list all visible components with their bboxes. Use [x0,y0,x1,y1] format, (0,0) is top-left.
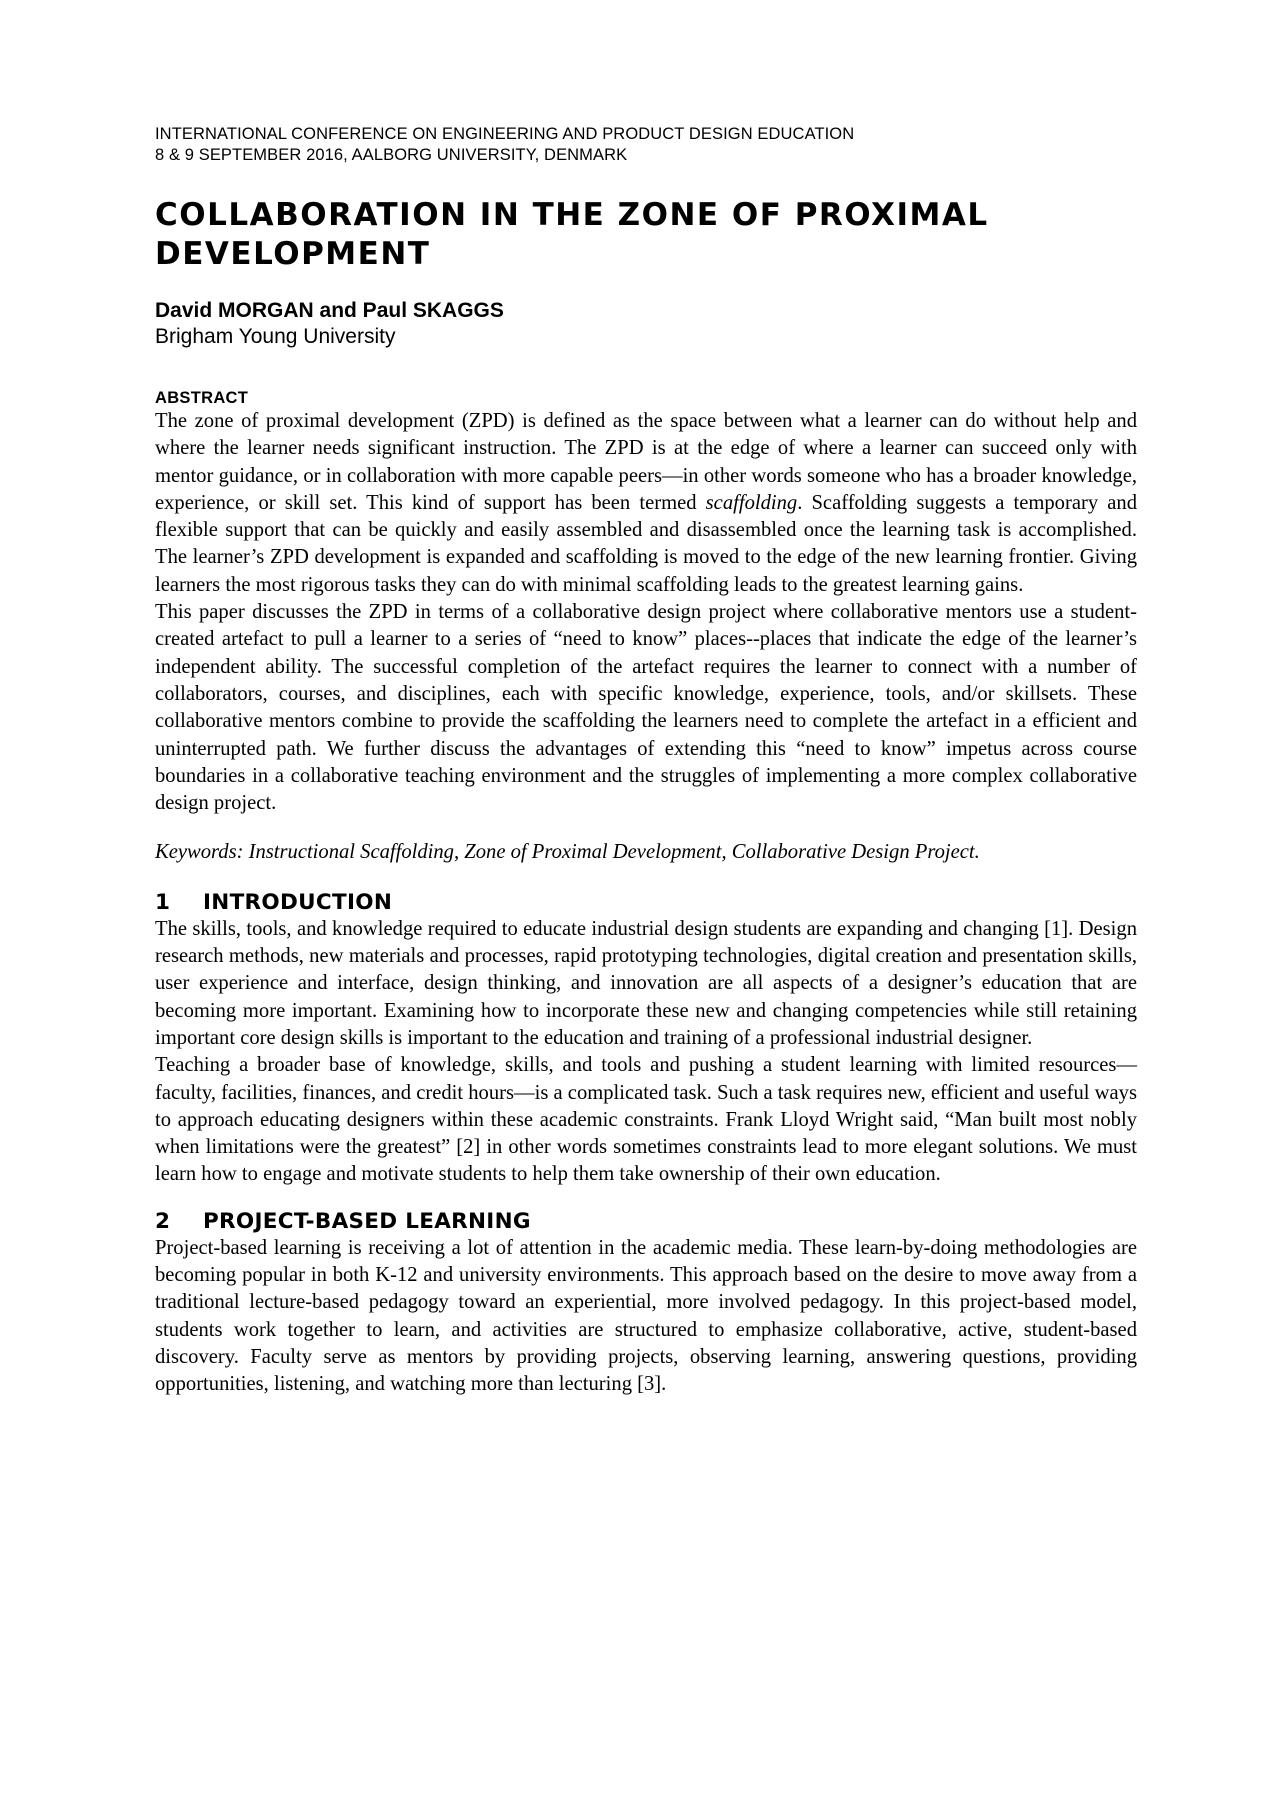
keywords: Keywords: Instructional Scaffolding, Zone of Proximal Development, Collaborative Design Project. [155,841,980,864]
abstract-p1-term: scaffolding [705,491,798,514]
section-title: PROJECT-BASED LEARNING [203,1208,531,1234]
abstract-heading: ABSTRACT [155,389,249,407]
section-number: 1 [155,889,171,915]
authors: David MORGAN and Paul SKAGGS [155,299,504,322]
pbl-paragraph-1: Project-based learning is receiving a lot of attention in the academic media. These learn-by-doing methodologies are becoming popular in both K-12 and university environments. This approach based on the desire to move away from a traditional lecture-based pedagogy toward an experiential, more involved pedagogy. In this project-based model, students work together to learn, and activities are structured to emphasize collaborative, active, student-based discovery. Faculty serve as mentors by providing projects, observing learning, answering questions, providing opportunities, listening, and watching more than lecturing [3]. [155,1236,1137,1396]
intro-paragraph-2: Teaching a broader base of knowledge, skills, and tools and pushing a student learning with limited resources—faculty, facilities, finances, and credit hours—is a complicated task. Such a task requires new, efficient and useful ways to approach educating designers within these academic constraints. Frank Lloyd Wright said, “Man built most nobly when limitations were the greatest” [2] in other words sometimes constraints lead to more elegant solutions. We must learn how to engage and motivate students to help them take ownership of their own education. [155,1054,1137,1186]
conference-date: 8 & 9 SEPTEMBER 2016, AALBORG UNIVERSITY, DENMARK [155,146,628,164]
paper-page [155,0,1137,1399]
paper-title: COLLABORATION IN THE ZONE OF PROXIMAL DEVELOPMENT [155,197,989,272]
conference-name: INTERNATIONAL CONFERENCE ON ENGINEERING AND PRODUCT DESIGN EDUCATION [155,125,855,143]
abstract-p1-start: The zone of proximal development (ZPD) is defined as the space between what a learner can do without help and where the learner needs significant instruction. The ZPD is at the edge of where a learner can succeed only with mentor guidance, or in collaboration with more capable peers—in other words someone who has a broader knowledge, experience, or skill set. This kind of support has been termed [155,410,1137,514]
abstract-paragraph-2: This paper discusses the ZPD in terms of a collaborative design project where collaborative mentors use a student-created artefact to pull a learner to a series of “need to know” places--places that indicate the edge of the learner’s independent ability. The successful completion of the artefact requires the learner to connect with a number of collaborators, courses, and disciplines, each with specific knowledge, experience, tools, and/or skillsets. These collaborative mentors combine to provide the scaffolding the learners need to complete the artefact in a efficient and uninterrupted path. We further discuss the advantages of extending this “need to know” impetus across course boundaries in a collaborative teaching environment and the struggles of implementing a more complex collaborative design project. [155,601,1137,815]
abstract-paragraph-1 [155,408,1137,599]
section-heading-introduction [155,889,1137,916]
section-title: INTRODUCTION [203,889,393,915]
section-heading-project-based-learning [155,1208,1137,1235]
affiliation: Brigham Young University [155,325,396,348]
abstract-p1-end: . Scaffolding suggests a temporary and flexible support that can be quickly and easily assembled and disassembled once the learning task is accomplished. The learner’s ZPD development is expanded and scaffolding is moved to the edge of the new learning frontier. Giving learners the most rigorous tasks they can do with minimal scaffolding leads to the greatest learning gains. [155,491,1137,596]
section-number: 2 [155,1208,171,1234]
intro-paragraph-1: The skills, tools, and knowledge required to educate industrial design students are expanding and changing [1]. Design research methods, new materials and processes, rapid prototyping technologies, digital creation and presentation skills, user experience and interface, design thinking, and innovation are all aspects of a designer’s education that are becoming more important. Examining how to incorporate these new and changing competencies while still retaining important core design skills is important to the education and training of a professional industrial designer. [155,917,1137,1049]
